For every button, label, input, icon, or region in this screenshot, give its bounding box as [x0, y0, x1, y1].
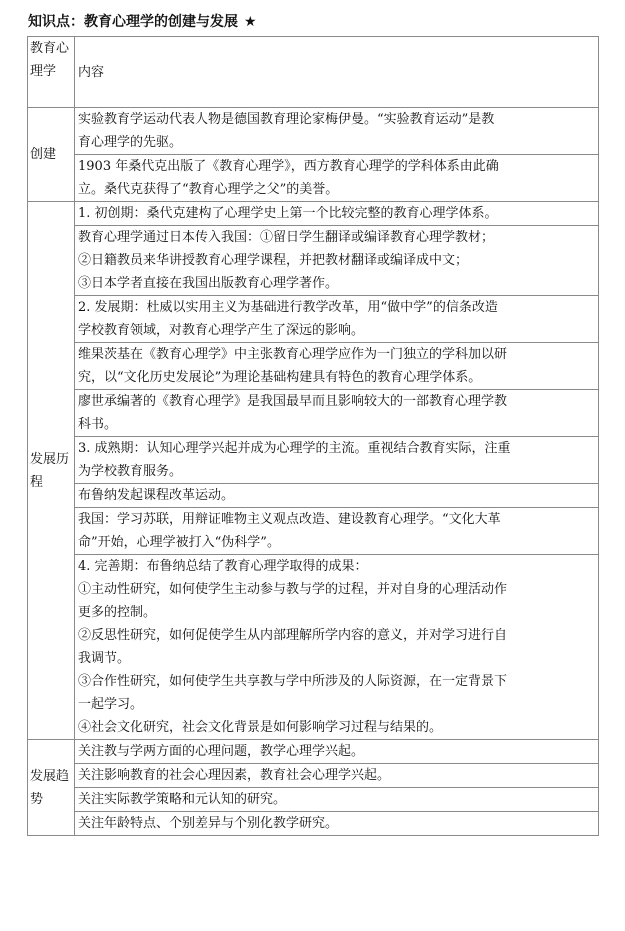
content-cell: [75, 343, 599, 390]
content-line: 一起学习。: [78, 697, 144, 712]
content-cell: [75, 484, 599, 508]
content-line: ③合作性研究，如何使学生共享教与学中所涉及的人际资源，在一定背景下: [78, 674, 508, 689]
content-cell: [75, 296, 599, 343]
header-content-label: 内容: [78, 64, 105, 80]
content-line: 实验教育学运动代表人物是德国教育理论家梅伊曼。“实验教育运动”是教: [78, 112, 495, 127]
content-cell: [75, 226, 599, 296]
content-line: ①主动性研究，如何使学生主动参与教与学的过程，并对自身的心理活动作: [78, 582, 508, 597]
table-row: [28, 555, 599, 740]
content-line: 3. 成熟期：认知心理学兴起并成为心理学的主流。重视结合教育实际，注重: [78, 441, 511, 456]
content-line: 学校教育领域，对教育心理学产生了深远的影响。: [78, 323, 365, 338]
content-cell: [75, 508, 599, 555]
content-cell: [75, 812, 599, 836]
content-line: ②反思性研究，如何促使学生从内部理解所学内容的意义，并对学习进行自: [78, 628, 508, 643]
table-row: [28, 740, 599, 764]
content-table: [27, 36, 599, 836]
content-cell: [75, 108, 599, 155]
content-line: 廖世承编著的《教育心理学》是我国最早而且影响较大的一部教育心理学教: [78, 394, 508, 409]
table-row: [28, 343, 599, 390]
content-cell: [75, 202, 599, 226]
table-row: [28, 296, 599, 343]
table-row: [28, 484, 599, 508]
table-header-row: [28, 37, 599, 108]
page-heading: [28, 12, 257, 32]
content-line: 布鲁纳发起课程改革运动。: [78, 488, 235, 503]
content-cell: [75, 764, 599, 788]
content-line: 关注教与学两方面的心理问题，教学心理学兴起。: [78, 744, 365, 759]
content-cell: [75, 788, 599, 812]
content-line: 科书。: [78, 417, 118, 432]
content-line: 命”开始，心理学被打入“伪科学”。: [78, 535, 280, 550]
table-row: [28, 437, 599, 484]
table-row: [28, 764, 599, 788]
content-line: 1903 年桑代克出版了《教育心理学》，西方教育心理学的学科体系由此确: [78, 159, 499, 174]
header-category-label: 教育心理学: [30, 41, 70, 79]
category-label: 发展历程: [30, 451, 70, 490]
star-icon: ★: [244, 14, 257, 30]
table-row: [28, 202, 599, 226]
table-row: [28, 226, 599, 296]
category-cell: [28, 740, 75, 836]
category-label: 发展趋势: [30, 768, 70, 807]
content-line: 更多的控制。: [78, 605, 157, 620]
content-line: 我调节。: [78, 651, 131, 666]
content-line: 关注影响教育的社会心理因素，教育社会心理学兴起。: [78, 768, 391, 783]
category-label: 创建: [30, 147, 57, 162]
content-cell: [75, 437, 599, 484]
content-line: 究，以“文化历史发展论”为理论基础构建具有特色的教育心理学体系。: [78, 370, 482, 385]
content-cell: [75, 155, 599, 202]
content-line: 为学校教育服务。: [78, 464, 183, 479]
table-row: [28, 812, 599, 836]
heading-text: 知识点：教育心理学的创建与发展: [28, 14, 238, 30]
table-row: [28, 508, 599, 555]
content-line: 1. 初创期：桑代克建构了心理学史上第一个比较完整的教育心理学体系。: [78, 206, 498, 221]
content-line: ④社会文化研究，社会文化背景是如何影响学习过程与结果的。: [78, 720, 443, 735]
content-line: 维果茨基在《教育心理学》中主张教育心理学应作为一门独立的学科加以研: [78, 347, 508, 362]
content-line: 4. 完善期：布鲁纳总结了教育心理学取得的成果：: [78, 559, 368, 574]
content-line: 我国：学习苏联，用辩证唯物主义观点改造、建设教育心理学。“文化大革: [78, 512, 501, 527]
content-line: 关注年龄特点、个别差异与个别化教学研究。: [78, 816, 339, 831]
content-line: ③日本学者直接在我国出版教育心理学著作。: [78, 276, 339, 291]
table-row: [28, 155, 599, 202]
content-cell: [75, 740, 599, 764]
content-cell: [75, 390, 599, 437]
category-cell: [28, 108, 75, 202]
header-category-cell: [28, 37, 75, 108]
category-cell: [28, 202, 75, 740]
content-line: 育心理学的先驱。: [78, 135, 183, 150]
table-row: [28, 788, 599, 812]
content-line: 2. 发展期：杜威以实用主义为基础进行教学改革，用“做中学”的信条改造: [78, 300, 498, 315]
content-line: 教育心理学通过日本传入我国：①留日学生翻译或编译教育心理学教材；: [78, 230, 495, 245]
table-body: [28, 37, 599, 836]
content-cell: [75, 555, 599, 740]
table-row: [28, 390, 599, 437]
table-row: [28, 108, 599, 155]
content-line: ②日籍教员来华讲授教育心理学课程，并把教材翻译或编译成中文；: [78, 253, 469, 268]
header-content-cell: [75, 37, 599, 108]
content-line: 立。桑代克获得了“教育心理学之父”的美誉。: [78, 182, 339, 197]
content-line: 关注实际教学策略和元认知的研究。: [78, 792, 287, 807]
